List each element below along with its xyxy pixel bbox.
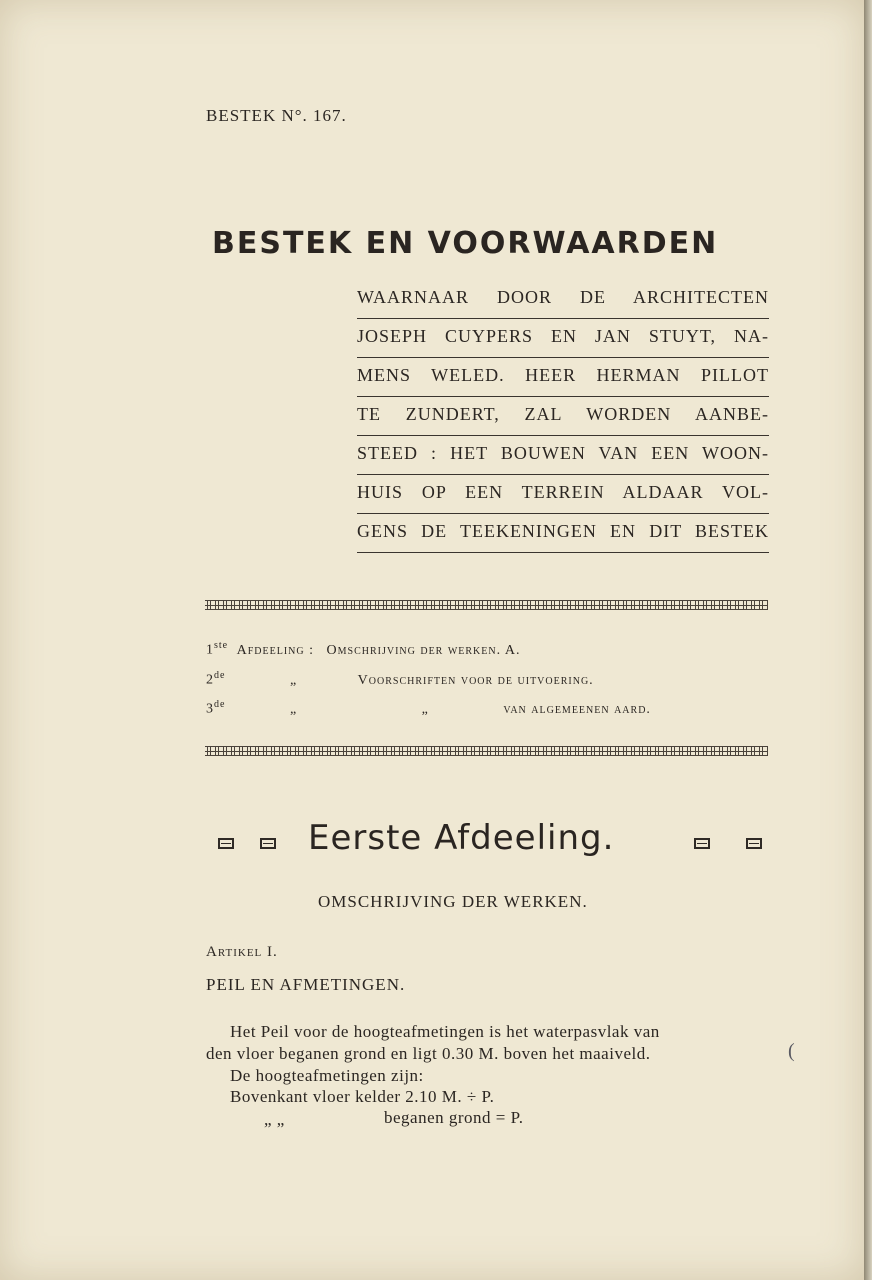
toc-ditto: „ (421, 701, 429, 717)
ornament-box-icon (746, 838, 762, 849)
section-title: Eerste Afdeeling. (308, 818, 615, 858)
artikel-label: Artikel I. (206, 944, 278, 960)
ornament-box-icon (260, 838, 276, 849)
ornament-box-icon (218, 838, 234, 849)
ornamental-divider-top (205, 600, 768, 610)
description-line: WAARNAAR DOOR DE ARCHITECTEN (357, 280, 769, 319)
toc-row-2 (206, 670, 594, 689)
toc-label: Afdeeling : (236, 642, 314, 658)
description-line: STEED : HET BOUWEN VAN EEN WOON- (357, 436, 769, 475)
ornamental-divider-bottom (205, 746, 768, 756)
description-block (357, 280, 769, 553)
paragraph-line: beganen grond = P. (384, 1108, 524, 1127)
toc-sup: de (214, 670, 226, 681)
toc-label: „ (289, 672, 298, 688)
paragraph-line: De hoogteafmetingen zijn: (230, 1066, 424, 1085)
toc-row-1 (206, 640, 520, 659)
description-line: TE ZUNDERT, ZAL WORDEN AANBE- (357, 397, 769, 436)
toc-row-3 (206, 699, 651, 718)
toc-num: 3 (206, 701, 214, 717)
toc-sup: ste (214, 640, 229, 651)
bestek-number: BESTEK N°. 167. (206, 106, 347, 125)
description-line: HUIS OP EEN TERREIN ALDAAR VOL- (357, 475, 769, 514)
ditto-marks: „ „ (264, 1110, 285, 1129)
toc-num: 1 (206, 642, 214, 658)
toc-num: 2 (206, 672, 214, 688)
section-title-row (218, 818, 778, 868)
paragraph-line: Het Peil voor de hoogteafmetingen is het waterpasvlak van (230, 1022, 660, 1041)
description-line: JOSEPH CUYPERS EN JAN STUYT, NA- (357, 319, 769, 358)
artikel-heading: PEIL EN AFMETINGEN. (206, 975, 406, 994)
description-line: MENS WELED. HEER HERMAN PILLOT (357, 358, 769, 397)
handwritten-margin-mark: ( (788, 1040, 795, 1062)
paragraph-line: Bovenkant vloer kelder 2.10 M. ÷ P. (230, 1087, 495, 1106)
paragraph-line: den vloer beganen grond en ligt 0.30 M. boven het maaiveld. (206, 1044, 651, 1063)
section-subtitle: OMSCHRIJVING DER WERKEN. (318, 892, 588, 911)
toc-text: van algemeenen aard. (503, 701, 651, 717)
toc-label: „ (289, 701, 298, 717)
toc-text: Omschrijving der werken. A. (326, 642, 521, 658)
main-title: BESTEK EN VOORWAARDEN (212, 226, 719, 261)
toc-text: Voorschriften voor de uitvoering. (357, 672, 594, 688)
description-line: GENS DE TEEKENINGEN EN DIT BESTEK (357, 514, 769, 553)
toc-sup: de (214, 699, 226, 710)
page-edge (864, 0, 872, 1280)
ornament-box-icon (694, 838, 710, 849)
